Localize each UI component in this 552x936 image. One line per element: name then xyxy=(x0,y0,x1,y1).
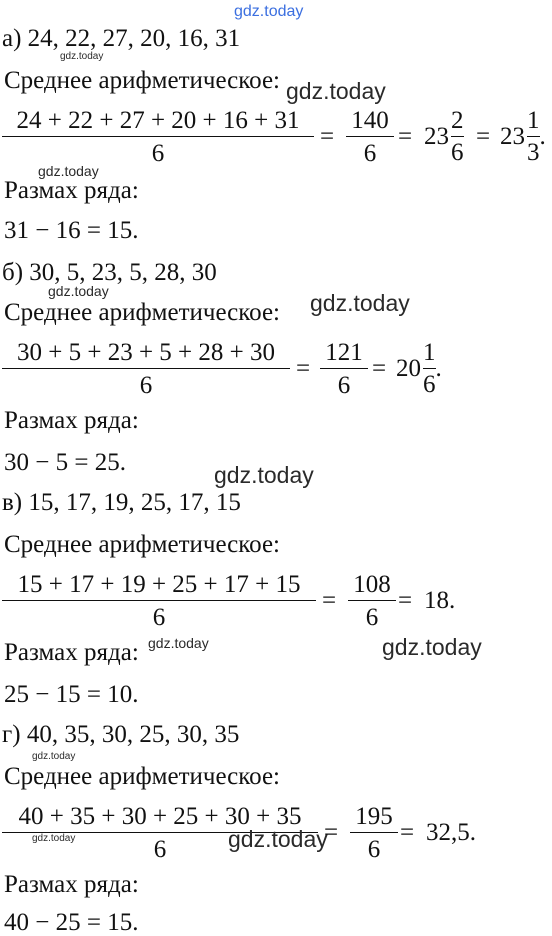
part-a-mixed-2: 23 $\frac{1}{3}$ . xyxy=(500,107,546,166)
numerator: 140 xyxy=(351,107,389,134)
equals-sign: = xyxy=(296,355,311,382)
equals-sign: = xyxy=(324,819,339,846)
numerator: 121 xyxy=(325,339,363,366)
part-b-mean-fraction xyxy=(2,340,290,398)
part-c-mean-label: Среднее арифметическое: xyxy=(4,531,280,558)
watermark: gdz.today xyxy=(48,283,109,299)
watermark: gdz.today xyxy=(228,826,328,852)
part-a-range-calc: 31 − 16 = 15. xyxy=(4,217,139,244)
numerator: 108 xyxy=(353,571,391,598)
denominator: 6 xyxy=(2,136,314,166)
part-d-mean-label: Среднее арифметическое: xyxy=(4,763,280,790)
part-c-range-label: Размах ряда: xyxy=(4,639,139,666)
denominator: 6 xyxy=(348,600,396,630)
equals-sign: = xyxy=(476,123,491,150)
equals-sign: = xyxy=(400,819,415,846)
part-b-result-fraction xyxy=(320,340,368,398)
watermark: gdz.today xyxy=(38,163,99,179)
denominator: 6 xyxy=(2,600,316,630)
denominator: 6 xyxy=(423,368,436,397)
part-b-range-calc: 30 − 5 = 25. xyxy=(4,449,126,476)
part-d-range-label: Размах ряда: xyxy=(4,871,139,898)
numerator: 30 + 5 + 23 + 5 + 28 + 30 xyxy=(17,339,275,366)
numerator: 1 xyxy=(423,339,436,366)
watermark: gdz.today xyxy=(32,833,76,844)
numerator: 40 + 35 + 30 + 25 + 30 + 35 xyxy=(18,803,302,830)
watermark: gdz.today xyxy=(286,78,386,104)
part-b-label: б) 30, 5, 23, 5, 28, 30 xyxy=(2,259,217,286)
whole-part: 23 xyxy=(424,123,449,150)
part-d-result-value: 32,5. xyxy=(426,819,476,846)
part-c-result-fraction xyxy=(348,572,396,630)
equals-sign: = xyxy=(322,587,337,614)
numerator: 195 xyxy=(355,803,393,830)
part-a-range-label: Размах ряда: xyxy=(4,177,139,204)
denominator: 6 xyxy=(350,832,398,862)
part-a-mean-fraction xyxy=(2,108,314,166)
part-c-result-value: 18. xyxy=(424,587,456,614)
numerator: 15 + 17 + 19 + 25 + 17 + 15 xyxy=(17,571,301,598)
part-a-mixed-1 xyxy=(424,108,464,165)
watermark: gdz.today xyxy=(382,634,482,660)
part-c-label: в) 15, 17, 19, 25, 17, 15 xyxy=(2,489,241,516)
whole-part: 20 xyxy=(396,355,421,382)
part-c-range-calc: 25 − 15 = 10. xyxy=(4,681,139,708)
numerator: 2 xyxy=(451,107,464,134)
part-d-range-calc: 40 − 25 = 15. xyxy=(4,909,139,936)
watermark: gdz.today xyxy=(310,290,410,316)
watermark: gdz.today xyxy=(214,462,314,488)
denominator: 6 xyxy=(346,136,394,166)
denominator: 3 xyxy=(527,136,540,165)
watermark-top: gdz.today xyxy=(234,3,304,20)
part-d-label: г) 40, 35, 30, 25, 30, 35 xyxy=(2,721,240,748)
part-c-mean-fraction xyxy=(2,572,316,630)
part-b-mean-label: Среднее арифметическое: xyxy=(4,299,280,326)
part-b-range-label: Размах ряда: xyxy=(4,407,139,434)
part-a-mean-label: Среднее арифметическое: xyxy=(4,67,280,94)
numerator: 1 xyxy=(527,107,540,134)
equals-sign: = xyxy=(320,123,335,150)
equals-sign: = xyxy=(372,355,387,382)
denominator: 6 xyxy=(2,368,290,398)
watermark: gdz.today xyxy=(148,635,209,651)
watermark: gdz.today xyxy=(60,51,104,62)
whole-part: 23 xyxy=(500,123,525,150)
numerator: 24 + 22 + 27 + 20 + 16 + 31 xyxy=(16,107,300,134)
watermark: gdz.today xyxy=(32,751,76,762)
denominator: 6 xyxy=(2,832,318,862)
denominator: 6 xyxy=(451,136,464,165)
part-b-mixed: 20 $\frac{1}{6}$ . xyxy=(396,339,442,398)
part-a-result-fraction xyxy=(346,108,394,166)
part-a-label: а) 24, 22, 27, 20, 16, 31 xyxy=(2,25,241,52)
equals-sign: = xyxy=(398,123,413,150)
denominator: 6 xyxy=(320,368,368,398)
part-d-result-fraction xyxy=(350,804,398,862)
equals-sign: = xyxy=(398,587,413,614)
